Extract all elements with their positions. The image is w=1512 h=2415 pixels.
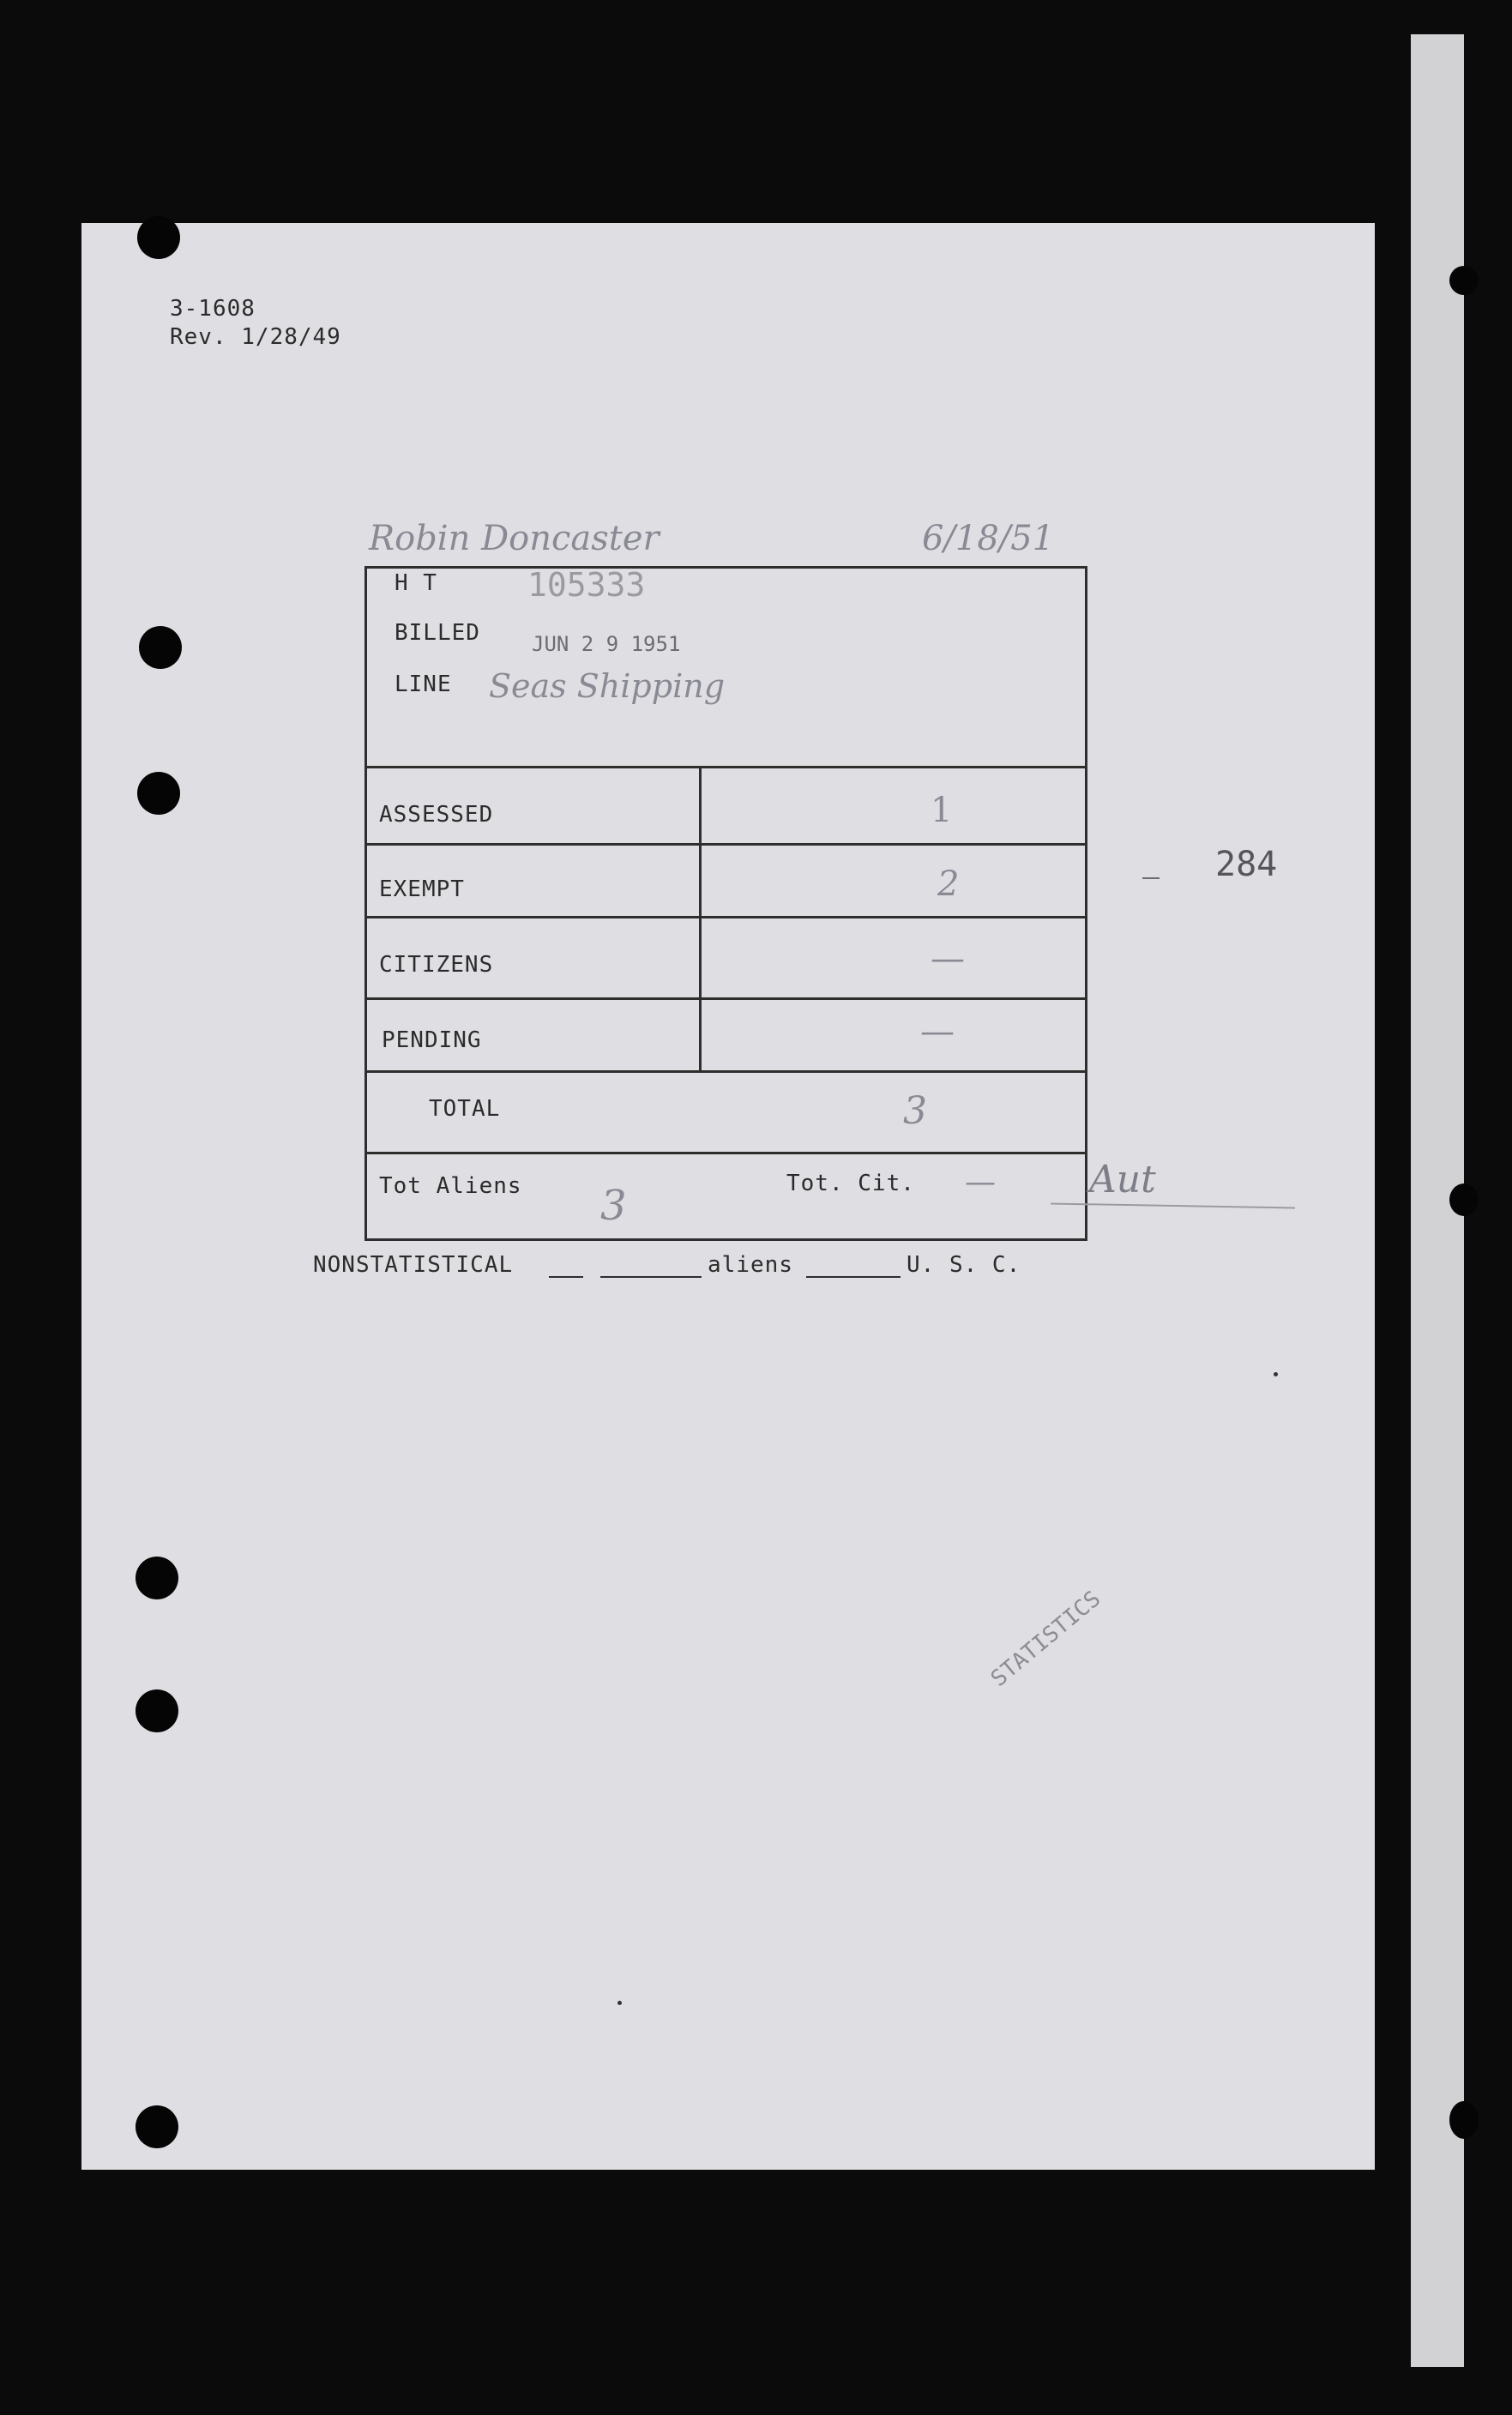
row-divider — [364, 1070, 1087, 1073]
handwritten-line-value: Seas Shipping — [489, 667, 726, 705]
blank-line — [600, 1276, 702, 1278]
punch-hole — [136, 1557, 178, 1599]
total-label: TOTAL — [429, 1096, 501, 1122]
table-top-border — [364, 566, 1087, 569]
form-number: 3-1608 — [170, 296, 256, 322]
punch-hole — [136, 2105, 178, 2148]
punch-hole — [139, 626, 182, 669]
usc-label: U. S. C. — [907, 1252, 1021, 1278]
aliens-label: aliens — [708, 1252, 793, 1278]
handwritten-date: 6/18/51 — [922, 519, 1055, 558]
punch-hole — [136, 1689, 178, 1732]
table-right-border — [1085, 566, 1087, 1241]
row-value-exempt: 2 — [937, 864, 960, 904]
page-number-dash — [1142, 877, 1160, 879]
row-label-pending: PENDING — [382, 1027, 482, 1053]
tot-aliens-label: Tot Aliens — [379, 1173, 522, 1199]
punch-hole — [137, 772, 180, 815]
row-divider — [364, 843, 1087, 846]
row-divider — [364, 916, 1087, 918]
punch-hole — [137, 216, 180, 259]
billed-date-stamp: JUN 2 9 1951 — [532, 632, 681, 656]
handwritten-name: Robin Doncaster — [369, 519, 660, 558]
line-label: LINE — [395, 672, 452, 697]
billed-label: BILLED — [395, 620, 480, 646]
table-bottom-border — [364, 1238, 1087, 1241]
speck — [617, 2001, 622, 2005]
row-label-assessed: ASSESSED — [379, 802, 494, 828]
tot-cit-value: — — [965, 1165, 996, 1200]
blank-line — [806, 1276, 901, 1278]
ht-label: H T — [395, 570, 437, 596]
form-revision: Rev. 1/28/49 — [170, 324, 341, 350]
statistics-stamp: STATISTICS — [986, 1586, 1106, 1692]
row-divider — [364, 1152, 1087, 1154]
page-number: 284 — [1215, 845, 1278, 884]
table-left-border — [364, 566, 367, 1241]
ht-number: 105333 — [527, 566, 646, 604]
speck — [1274, 1372, 1278, 1376]
punch-hole — [1449, 2101, 1479, 2139]
handwritten-initials: Aut — [1089, 1158, 1156, 1201]
row-value-assessed: 1 — [931, 791, 953, 830]
document-page — [81, 223, 1375, 2170]
row-divider — [364, 997, 1087, 1000]
row-value-pending: — — [920, 1012, 955, 1051]
punch-hole — [1449, 266, 1479, 295]
blank-line — [549, 1276, 583, 1278]
tot-aliens-value: 3 — [600, 1182, 627, 1230]
punch-hole — [1449, 1183, 1479, 1216]
row-label-exempt: EXEMPT — [379, 876, 465, 902]
row-value-citizens: — — [931, 939, 965, 979]
row-label-citizens: CITIZENS — [379, 952, 494, 978]
row-divider — [364, 766, 1087, 768]
tot-cit-label: Tot. Cit. — [786, 1171, 915, 1196]
total-value: 3 — [903, 1089, 927, 1133]
nonstatistical-label: NONSTATISTICAL — [313, 1252, 514, 1278]
column-divider — [699, 766, 702, 1070]
